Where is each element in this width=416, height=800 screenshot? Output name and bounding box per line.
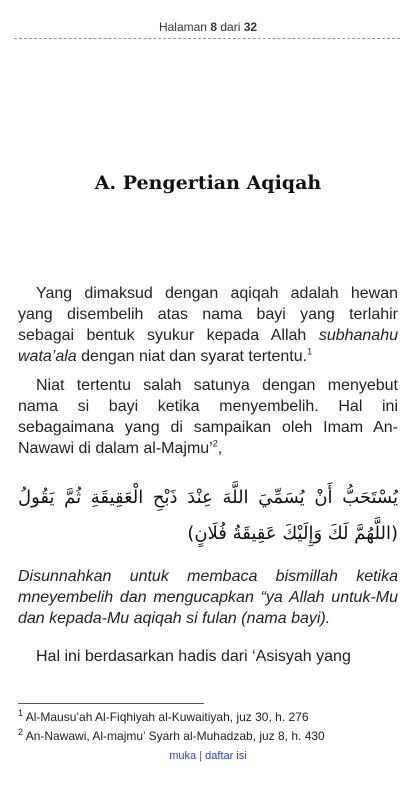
paragraph-text: Yang dimaksud dengan aqiqah adalah hewan yang disembelih atas nama bayi yang terlahir sebagai bentuk syukur kepada Allah — [18, 285, 398, 344]
section-title: A. Pengertian Aqiqah — [94, 172, 322, 194]
page-footer-nav — [0, 750, 416, 762]
current-page-number: 8 — [210, 20, 217, 34]
table-of-contents-link[interactable]: daftar isi — [205, 750, 247, 762]
footnote-text: An-Nawawi, Al-majmu’ Syarh al-Muhadzab, juz 8, h. 430 — [25, 729, 325, 743]
home-link[interactable]: muka — [169, 750, 197, 762]
paragraph-text: Niat tertentu salah satunya dengan menyebut nama si bayi ketika menyembelih. Hal ini sebagaimana yang di sampaikan oleh Imam An-Nawawi di dalam al-Majmu’ — [18, 377, 398, 457]
page-label: Halaman — [158, 20, 207, 34]
footnote-text: Al-Mausu’ah Al-Fiqhiyah al-Kuwaitiyah, juz 30, h. 276 — [25, 710, 309, 724]
footnote-divider — [18, 703, 204, 704]
footnote-number: 2 — [18, 727, 24, 737]
paragraph-punctuation: , — [217, 440, 223, 457]
footnote-ref-1[interactable]: 1 — [307, 346, 313, 357]
paragraph-intention — [18, 375, 398, 459]
footnote-1 — [18, 710, 309, 724]
arabic-quote: يُسْتَحَبُّ أَنْ يُسَمِّيَ اللَّهَ عِنْدَ ذَبْحِ الْعَقِيقَةِ ثُمَّ يَقُولُ (اللَّهُمَّ لَكَ وَإِلَيْكَ عَقِيقَةُ فُلَانٍ) — [18, 487, 398, 544]
translation-paragraph: Disunnahkan untuk membaca bismillah ketika mneyembelih dan mengucapkan “ya Allah untuk-Mu dan kepada-Mu aqiqah si fulan (nama bayi). — [18, 568, 398, 627]
paragraph-hadith — [18, 646, 398, 667]
footnote-number: 1 — [18, 708, 24, 718]
footnote-2 — [18, 729, 325, 743]
footer-separator: | — [199, 750, 203, 762]
page-indicator — [0, 20, 416, 34]
paragraph-text-end: dengan niat dan syarat tertentu. — [81, 348, 308, 365]
paragraph-text: Hal ini berdasarkan hadis dari ‘Asisyah yang — [36, 648, 351, 665]
footnote-ref-2[interactable]: 2 — [212, 438, 218, 449]
page-of-label: dari — [220, 20, 241, 34]
italic-phrase: subhanahu wata’ala — [18, 327, 398, 365]
paragraph-definition — [18, 283, 398, 367]
header-divider — [14, 38, 400, 39]
total-pages-number: 32 — [243, 20, 258, 34]
